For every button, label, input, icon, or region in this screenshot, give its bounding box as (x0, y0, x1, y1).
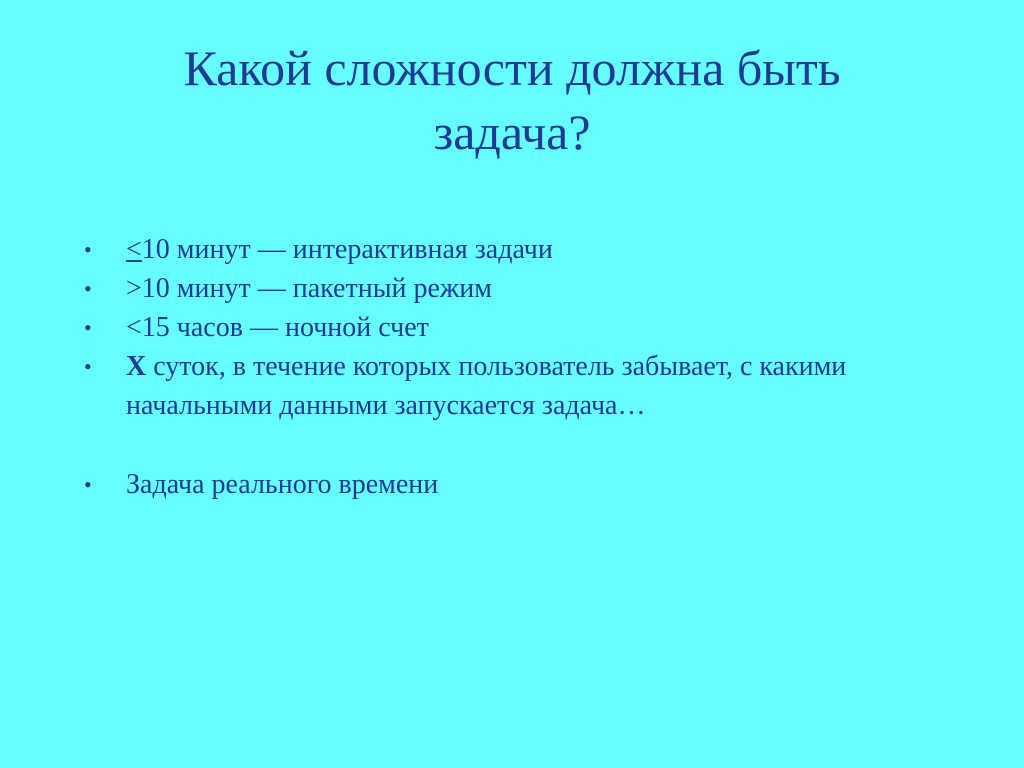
bullet-dot: • (84, 237, 92, 262)
bullet-prefix: > (126, 273, 142, 304)
bullet-prefix: < (126, 234, 142, 265)
bullet-dot: • (84, 315, 92, 340)
bullet-text: 10 минут — пакетный режим (141, 273, 492, 304)
bullet-prefix: X (126, 351, 147, 382)
bullet-text: 10 минут — интерактивная задачи (141, 234, 553, 265)
slide-title-line2: задача? (433, 104, 591, 160)
bullet-list (84, 230, 944, 504)
bullet-item (84, 230, 944, 269)
bullet-item (84, 465, 944, 504)
bullet-item (84, 269, 944, 308)
bullet-dot: • (84, 472, 92, 497)
bullet-item (84, 347, 944, 425)
bullet-dot: • (84, 276, 92, 301)
bullet-text: 15 часов — ночной счет (141, 312, 429, 343)
slide-title-line1: Какой сложности должна быть (183, 40, 841, 96)
bullet-text: Задача реального времени (126, 469, 439, 500)
bullet-prefix: < (126, 312, 142, 343)
slide-title (60, 36, 964, 164)
bullet-item (84, 308, 944, 347)
bullet-text: суток, в течение которых пользователь забывает, с какими начальными данными запускается задача… (126, 351, 847, 421)
bullet-dot: • (84, 354, 92, 379)
